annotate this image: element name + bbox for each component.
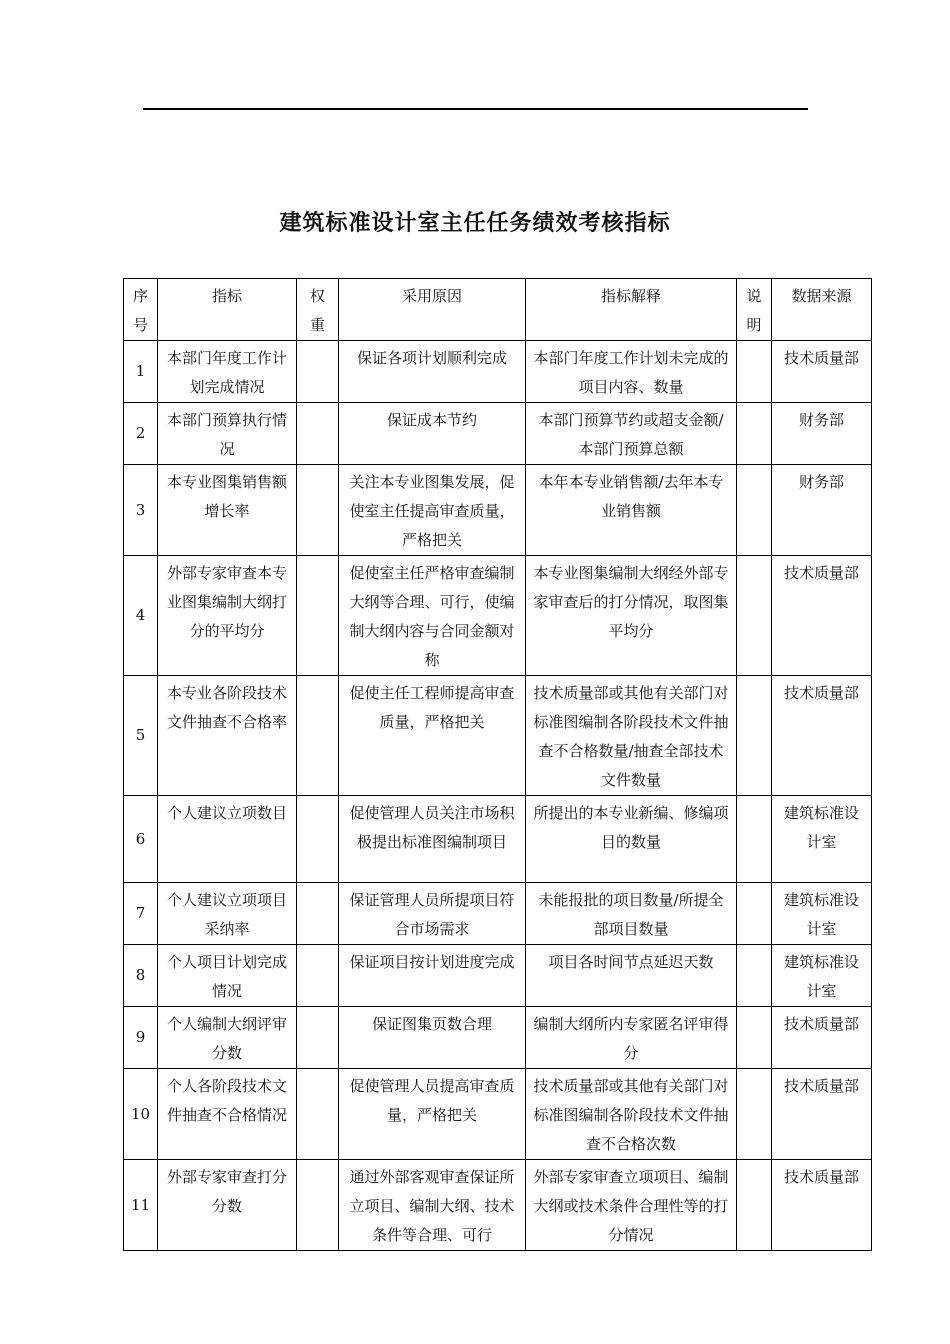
cell-note	[737, 341, 772, 403]
cell-note	[737, 465, 772, 556]
cell-explanation: 所提出的本专业新编、修编项目的数量	[526, 796, 737, 883]
table-row	[124, 883, 872, 945]
cell-explanation: 本专业图集编制大纲经外部专家审查后的打分情况，取图集平均分	[526, 556, 737, 676]
table-row	[124, 796, 872, 883]
cell-weight	[297, 883, 339, 945]
cell-note	[737, 1069, 772, 1160]
cell-reason: 通过外部客观审查保证所立项目、编制大纲、技术条件等合理、可行	[339, 1160, 526, 1251]
cell-source: 建筑标准设计室	[772, 883, 872, 945]
cell-source: 财务部	[772, 403, 872, 465]
header-reason: 采用原因	[339, 279, 526, 341]
cell-weight	[297, 465, 339, 556]
cell-seq: 7	[124, 883, 158, 945]
cell-explanation: 本年本专业销售额/去年本专业销售额	[526, 465, 737, 556]
header-seq: 序号	[124, 279, 158, 341]
cell-note	[737, 796, 772, 883]
cell-weight	[297, 1007, 339, 1069]
cell-source: 技术质量部	[772, 1007, 872, 1069]
cell-reason: 保证图集页数合理	[339, 1007, 526, 1069]
cell-seq: 9	[124, 1007, 158, 1069]
cell-source: 技术质量部	[772, 341, 872, 403]
header-source: 数据来源	[772, 279, 872, 341]
cell-note	[737, 1007, 772, 1069]
cell-indicator: 个人编制大纲评审分数	[158, 1007, 297, 1069]
cell-seq: 4	[124, 556, 158, 676]
cell-explanation: 项目各时间节点延迟天数	[526, 945, 737, 1007]
cell-source: 建筑标准设计室	[772, 945, 872, 1007]
cell-reason: 关注本专业图集发展，促使室主任提高审查质量，严格把关	[339, 465, 526, 556]
cell-note	[737, 883, 772, 945]
cell-explanation: 技术质量部或其他有关部门对标准图编制各阶段技术文件抽查不合格数量/抽查全部技术文件数量	[526, 676, 737, 796]
cell-weight	[297, 1160, 339, 1251]
table-row	[124, 1007, 872, 1069]
table-row	[124, 403, 872, 465]
cell-reason: 保证成本节约	[339, 403, 526, 465]
cell-explanation: 编制大纲所内专家匿名评审得分	[526, 1007, 737, 1069]
document-title: 建筑标准设计室主任任务绩效考核指标	[279, 211, 671, 236]
header-explanation: 指标解释	[526, 279, 737, 341]
cell-source: 建筑标准设计室	[772, 796, 872, 883]
cell-indicator: 个人建议立项数目	[158, 796, 297, 883]
cell-source: 技术质量部	[772, 676, 872, 796]
cell-source: 技术质量部	[772, 556, 872, 676]
cell-weight	[297, 1069, 339, 1160]
cell-indicator: 外部专家审查本专业图集编制大纲打分的平均分	[158, 556, 297, 676]
kpi-table	[123, 278, 872, 1251]
cell-indicator: 个人各阶段技术文件抽查不合格情况	[158, 1069, 297, 1160]
cell-seq: 3	[124, 465, 158, 556]
cell-reason: 保证各项计划顺利完成	[339, 341, 526, 403]
cell-reason: 保证项目按计划进度完成	[339, 945, 526, 1007]
table-row	[124, 465, 872, 556]
cell-reason: 保证管理人员所提项目符合市场需求	[339, 883, 526, 945]
cell-explanation: 未能报批的项目数量/所提全部项目数量	[526, 883, 737, 945]
cell-seq: 11	[124, 1160, 158, 1251]
header-indicator: 指标	[158, 279, 297, 341]
header-weight: 权重	[297, 279, 339, 341]
cell-seq: 1	[124, 341, 158, 403]
header-rule	[143, 108, 808, 110]
header-note: 说明	[737, 279, 772, 341]
cell-note	[737, 403, 772, 465]
cell-weight	[297, 676, 339, 796]
cell-source: 技术质量部	[772, 1160, 872, 1251]
cell-reason: 促使管理人员关注市场积极提出标准图编制项目	[339, 796, 526, 883]
cell-seq: 6	[124, 796, 158, 883]
cell-indicator: 本专业图集销售额增长率	[158, 465, 297, 556]
cell-weight	[297, 341, 339, 403]
cell-seq: 10	[124, 1069, 158, 1160]
cell-seq: 5	[124, 676, 158, 796]
cell-indicator: 外部专家审查打分分数	[158, 1160, 297, 1251]
table-row	[124, 945, 872, 1007]
cell-seq: 8	[124, 945, 158, 1007]
cell-seq: 2	[124, 403, 158, 465]
cell-note	[737, 1160, 772, 1251]
cell-reason: 促使主任工程师提高审查质量，严格把关	[339, 676, 526, 796]
table-row	[124, 556, 872, 676]
cell-indicator: 个人项目计划完成情况	[158, 945, 297, 1007]
cell-source: 技术质量部	[772, 1069, 872, 1160]
cell-weight	[297, 796, 339, 883]
cell-indicator: 个人建议立项项目采纳率	[158, 883, 297, 945]
cell-weight	[297, 945, 339, 1007]
cell-weight	[297, 556, 339, 676]
cell-note	[737, 945, 772, 1007]
table-row	[124, 1160, 872, 1251]
table-row	[124, 341, 872, 403]
cell-indicator: 本部门年度工作计划完成情况	[158, 341, 297, 403]
table-row	[124, 1069, 872, 1160]
cell-explanation: 本部门年度工作计划未完成的项目内容、数量	[526, 341, 737, 403]
cell-weight	[297, 403, 339, 465]
cell-indicator: 本部门预算执行情况	[158, 403, 297, 465]
cell-explanation: 本部门预算节约或超支金额/本部门预算总额	[526, 403, 737, 465]
table-row	[124, 676, 872, 796]
cell-indicator: 本专业各阶段技术文件抽查不合格率	[158, 676, 297, 796]
cell-note	[737, 556, 772, 676]
cell-explanation: 外部专家审查立项项目、编制大纲或技术条件合理性等的打分情况	[526, 1160, 737, 1251]
table-header-row	[124, 279, 872, 341]
cell-note	[737, 676, 772, 796]
cell-explanation: 技术质量部或其他有关部门对标准图编制各阶段技术文件抽查不合格次数	[526, 1069, 737, 1160]
cell-reason: 促使管理人员提高审查质量，严格把关	[339, 1069, 526, 1160]
cell-source: 财务部	[772, 465, 872, 556]
cell-reason: 促使室主任严格审查编制大纲等合理、可行，使编制大纲内容与合同金额对称	[339, 556, 526, 676]
